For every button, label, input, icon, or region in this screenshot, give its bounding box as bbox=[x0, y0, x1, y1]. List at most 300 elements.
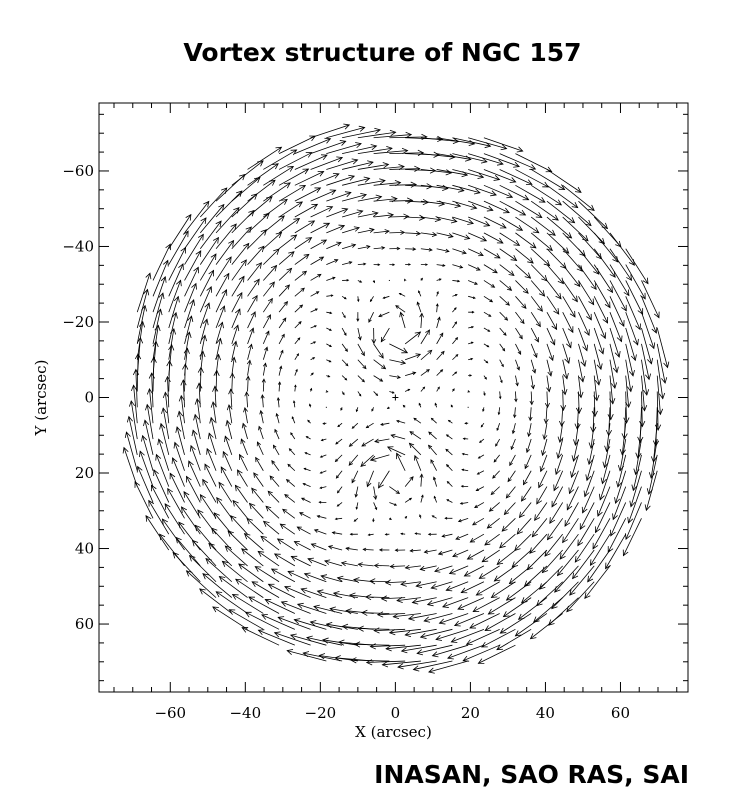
velocity-arrow bbox=[420, 566, 436, 571]
velocity-arrow bbox=[337, 487, 342, 493]
velocity-arrow bbox=[405, 498, 411, 502]
velocity-arrow bbox=[414, 418, 421, 423]
velocity-arrow bbox=[491, 487, 499, 495]
velocity-arrow bbox=[325, 560, 342, 566]
velocity-arrow bbox=[519, 502, 531, 517]
velocity-arrow bbox=[447, 500, 452, 503]
velocity-arrow bbox=[437, 292, 439, 297]
velocity-arrow bbox=[610, 280, 626, 310]
velocity-arrow bbox=[578, 518, 594, 545]
velocity-arrow bbox=[235, 485, 247, 502]
velocity-arrow bbox=[295, 138, 331, 153]
velocity-arrow bbox=[210, 418, 216, 439]
velocity-arrow bbox=[295, 238, 312, 249]
velocity-arrows bbox=[123, 124, 669, 673]
velocity-arrow bbox=[326, 407, 327, 408]
velocity-arrow bbox=[467, 390, 469, 392]
velocity-arrow bbox=[476, 487, 484, 491]
velocity-arrow bbox=[135, 482, 153, 518]
velocity-arrow bbox=[522, 487, 532, 501]
velocity-arrow bbox=[539, 471, 547, 488]
velocity-arrow bbox=[356, 502, 358, 509]
velocity-arrow bbox=[263, 299, 272, 313]
velocity-arrow bbox=[314, 605, 342, 613]
velocity-arrow bbox=[451, 405, 453, 407]
velocity-arrow bbox=[515, 534, 531, 550]
velocity-arrow bbox=[311, 358, 315, 360]
velocity-arrow bbox=[413, 661, 452, 671]
y-tick-label: 20 bbox=[74, 464, 94, 483]
velocity-arrow bbox=[229, 389, 234, 407]
velocity-arrow bbox=[156, 455, 169, 487]
velocity-arrow bbox=[493, 471, 500, 478]
velocity-arrow bbox=[326, 242, 341, 249]
velocity-arrow bbox=[531, 185, 561, 205]
velocity-arrow bbox=[179, 396, 184, 423]
velocity-arrow bbox=[477, 471, 483, 474]
velocity-arrow bbox=[508, 471, 515, 482]
velocity-arrow bbox=[358, 328, 361, 340]
velocity-arrow bbox=[500, 296, 510, 305]
velocity-arrow bbox=[336, 518, 343, 520]
velocity-arrow bbox=[123, 448, 137, 487]
velocity-arrow bbox=[468, 201, 493, 211]
velocity-arrow bbox=[626, 312, 639, 345]
velocity-arrow bbox=[263, 282, 274, 296]
velocity-arrow bbox=[610, 296, 624, 326]
velocity-arrow bbox=[421, 387, 425, 391]
velocity-arrow bbox=[311, 342, 316, 344]
velocity-arrow bbox=[295, 221, 315, 233]
velocity-arrow bbox=[355, 487, 358, 497]
velocity-arrow bbox=[409, 443, 420, 455]
velocity-arrow bbox=[439, 550, 453, 555]
velocity-arrow bbox=[484, 154, 519, 168]
velocity-arrow bbox=[547, 328, 555, 345]
velocity-arrow bbox=[374, 246, 385, 249]
velocity-arrow bbox=[399, 293, 405, 296]
velocity-arrow bbox=[594, 265, 612, 293]
velocity-arrow bbox=[437, 370, 443, 376]
velocity-arrow bbox=[531, 265, 547, 281]
velocity-arrow bbox=[273, 445, 279, 455]
velocity-arrow bbox=[237, 470, 247, 487]
velocity-arrow bbox=[547, 312, 557, 329]
velocity-arrow bbox=[320, 487, 326, 489]
velocity-arrow bbox=[265, 599, 295, 613]
velocity-arrow bbox=[153, 277, 166, 312]
velocity-arrow bbox=[626, 249, 648, 284]
velocity-arrow bbox=[437, 279, 441, 281]
velocity-arrow bbox=[462, 485, 469, 487]
velocity-arrow bbox=[389, 247, 399, 250]
velocity-arrow bbox=[535, 502, 547, 520]
velocity-arrow bbox=[452, 322, 456, 328]
velocity-arrow bbox=[396, 306, 405, 312]
velocity-arrow bbox=[289, 449, 294, 455]
velocity-arrow bbox=[429, 661, 468, 673]
velocity-arrow bbox=[275, 430, 279, 439]
velocity-arrow bbox=[434, 496, 437, 502]
velocity-arrow bbox=[504, 502, 515, 514]
velocity-arrow bbox=[248, 263, 262, 281]
velocity-arrow bbox=[485, 613, 515, 630]
velocity-arrow bbox=[279, 334, 284, 344]
velocity-arrow bbox=[311, 292, 319, 297]
velocity-arrow bbox=[487, 518, 499, 528]
velocity-arrow bbox=[389, 518, 391, 520]
velocity-arrow bbox=[326, 375, 329, 377]
velocity-arrow bbox=[248, 328, 254, 344]
velocity-arrow bbox=[358, 245, 370, 248]
velocity-arrow bbox=[223, 452, 232, 471]
velocity-arrow bbox=[326, 175, 354, 185]
velocity-arrow bbox=[515, 360, 519, 370]
velocity-arrow bbox=[337, 502, 342, 506]
velocity-arrow bbox=[452, 294, 457, 296]
velocity-arrow bbox=[390, 564, 405, 568]
velocity-arrow bbox=[626, 280, 643, 314]
velocity-arrow bbox=[525, 455, 531, 469]
velocity-arrow bbox=[446, 449, 452, 455]
x-tick-label: 0 bbox=[390, 704, 401, 722]
velocity-arrow bbox=[447, 435, 453, 439]
velocity-arrow bbox=[593, 518, 610, 549]
velocity-arrow bbox=[429, 533, 437, 535]
velocity-arrow bbox=[489, 502, 499, 511]
velocity-arrow bbox=[481, 423, 484, 427]
velocity-arrow bbox=[467, 550, 483, 559]
velocity-arrow bbox=[498, 407, 500, 414]
velocity-arrow bbox=[401, 533, 405, 535]
velocity-arrow bbox=[510, 455, 516, 465]
velocity-arrow bbox=[200, 188, 226, 217]
velocity-arrow bbox=[247, 518, 263, 534]
velocity-arrow bbox=[326, 225, 344, 233]
velocity-arrow bbox=[381, 328, 389, 342]
velocity-arrow bbox=[515, 391, 518, 401]
velocity-arrow bbox=[421, 350, 432, 359]
velocity-arrow bbox=[484, 296, 492, 301]
velocity-arrow bbox=[258, 551, 279, 565]
velocity-arrow bbox=[279, 235, 297, 249]
velocity-arrow bbox=[500, 344, 505, 351]
velocity-arrow bbox=[358, 280, 362, 282]
velocity-arrow bbox=[295, 338, 300, 344]
velocity-arrow bbox=[502, 518, 515, 531]
velocity-arrow bbox=[421, 201, 444, 206]
velocity-arrow bbox=[484, 280, 495, 287]
velocity-arrow bbox=[470, 613, 500, 628]
velocity-arrow bbox=[239, 455, 247, 471]
velocity-arrow bbox=[468, 342, 473, 344]
velocity-arrow bbox=[545, 391, 549, 407]
velocity-arrow bbox=[578, 344, 586, 366]
velocity-arrow bbox=[349, 439, 357, 446]
velocity-arrow bbox=[139, 451, 153, 486]
velocity-arrow bbox=[295, 254, 309, 264]
velocity-arrow bbox=[500, 328, 506, 335]
velocity-arrow bbox=[295, 271, 307, 280]
velocity-arrow bbox=[497, 550, 515, 564]
velocity-arrow bbox=[346, 547, 358, 550]
velocity-arrow bbox=[437, 249, 449, 253]
velocity-arrow bbox=[475, 502, 484, 507]
velocity-arrow bbox=[374, 344, 384, 358]
velocity-arrow bbox=[547, 344, 554, 360]
velocity-arrow bbox=[397, 420, 405, 423]
velocity-arrow bbox=[224, 436, 231, 455]
velocity-arrow bbox=[190, 556, 217, 582]
velocity-arrow bbox=[500, 534, 516, 548]
velocity-arrow bbox=[279, 268, 292, 280]
velocity-arrow bbox=[461, 502, 469, 504]
velocity-arrow bbox=[389, 487, 399, 494]
velocity-arrow bbox=[311, 173, 339, 185]
velocity-arrow bbox=[227, 405, 232, 423]
velocity-arrow bbox=[531, 344, 537, 357]
velocity-arrow bbox=[400, 312, 405, 328]
velocity-arrow bbox=[484, 265, 497, 273]
velocity-arrow bbox=[442, 534, 452, 537]
velocity-arrow bbox=[243, 408, 247, 423]
velocity-arrow bbox=[300, 513, 311, 519]
velocity-arrow bbox=[547, 280, 561, 298]
velocity-arrow bbox=[246, 376, 250, 391]
velocity-arrow bbox=[468, 407, 469, 408]
velocity-arrow bbox=[363, 548, 373, 551]
velocity-arrow bbox=[597, 487, 610, 516]
velocity-arrow bbox=[374, 391, 378, 395]
velocity-arrow bbox=[410, 432, 421, 439]
velocity-arrow bbox=[279, 302, 287, 313]
velocity-arrow bbox=[305, 453, 310, 455]
velocity-arrow bbox=[263, 166, 293, 185]
y-axis-label: Y (arcsec) bbox=[32, 359, 50, 436]
velocity-arrow bbox=[420, 474, 423, 486]
velocity-arrow bbox=[342, 144, 376, 153]
velocity-arrow bbox=[185, 316, 193, 344]
velocity-arrow bbox=[185, 284, 197, 313]
velocity-arrow bbox=[310, 389, 312, 392]
velocity-arrow bbox=[484, 233, 503, 243]
velocity-arrow bbox=[630, 471, 642, 507]
velocity-arrow bbox=[437, 169, 468, 176]
velocity-arrow bbox=[515, 201, 541, 217]
velocity-arrow bbox=[143, 420, 153, 455]
velocity-arrow bbox=[379, 312, 389, 317]
velocity-arrow bbox=[608, 391, 613, 419]
velocity-arrow bbox=[482, 550, 499, 562]
velocity-arrow bbox=[371, 455, 390, 461]
velocity-arrow bbox=[500, 360, 504, 367]
velocity-arrow bbox=[374, 628, 405, 633]
velocity-arrow bbox=[330, 607, 358, 614]
velocity-arrow bbox=[552, 582, 579, 609]
velocity-arrow bbox=[153, 293, 164, 328]
y-tick-label: −20 bbox=[62, 312, 94, 331]
velocity-arrow bbox=[291, 634, 327, 645]
velocity-arrow bbox=[610, 265, 629, 296]
velocity-arrow bbox=[424, 550, 436, 553]
velocity-arrow bbox=[484, 249, 500, 258]
velocity-arrow bbox=[236, 579, 264, 597]
velocity-arrow bbox=[480, 439, 484, 442]
velocity-arrow bbox=[326, 390, 328, 392]
velocity-arrow bbox=[311, 544, 326, 550]
velocity-arrow bbox=[200, 254, 216, 280]
velocity-arrow bbox=[279, 285, 289, 296]
velocity-arrow bbox=[389, 360, 405, 365]
velocity-arrow bbox=[543, 423, 547, 439]
velocity-arrow bbox=[283, 509, 295, 518]
velocity-arrow bbox=[287, 480, 295, 487]
velocity-arrow bbox=[320, 471, 326, 474]
velocity-arrow bbox=[125, 432, 137, 471]
velocity-arrow bbox=[531, 201, 558, 220]
velocity-arrow bbox=[261, 395, 264, 407]
velocity-arrow bbox=[452, 389, 454, 391]
velocity-arrow bbox=[263, 363, 266, 375]
velocity-arrow bbox=[389, 280, 390, 281]
velocity-arrow bbox=[332, 532, 342, 535]
velocity-arrow bbox=[326, 344, 331, 347]
velocity-arrow bbox=[181, 507, 200, 534]
velocity-arrow bbox=[309, 404, 311, 407]
velocity-arrow bbox=[342, 261, 352, 264]
velocity-arrow bbox=[575, 534, 594, 562]
velocity-arrow bbox=[398, 661, 437, 669]
velocity-arrow bbox=[452, 233, 469, 240]
velocity-arrow bbox=[421, 278, 423, 280]
velocity-arrow bbox=[370, 296, 373, 301]
velocity-arrow bbox=[389, 391, 394, 393]
velocity-arrow bbox=[555, 455, 562, 474]
velocity-arrow bbox=[350, 533, 357, 535]
velocity-arrow bbox=[527, 423, 531, 436]
velocity-arrow bbox=[374, 360, 386, 369]
velocity-arrow bbox=[500, 169, 532, 184]
velocity-arrow bbox=[315, 529, 327, 534]
velocity-arrow bbox=[500, 185, 529, 199]
velocity-arrow bbox=[342, 360, 348, 366]
velocity-arrow bbox=[357, 312, 359, 321]
velocity-arrow bbox=[452, 169, 483, 178]
velocity-arrow bbox=[468, 233, 486, 241]
velocity-arrow bbox=[499, 391, 501, 398]
velocity-arrow bbox=[405, 264, 410, 266]
velocity-arrow bbox=[421, 248, 432, 251]
velocity-arrow bbox=[578, 217, 604, 244]
velocity-arrow bbox=[358, 563, 373, 567]
velocity-arrow bbox=[350, 593, 374, 598]
velocity-arrow bbox=[266, 506, 279, 518]
velocity-arrow bbox=[311, 140, 346, 153]
velocity-arrow bbox=[513, 407, 516, 417]
x-tick-label: 40 bbox=[535, 704, 555, 722]
velocity-arrow bbox=[329, 546, 342, 550]
velocity-arrow bbox=[468, 265, 480, 271]
velocity-arrow bbox=[563, 344, 570, 363]
velocity-arrow bbox=[275, 554, 295, 566]
velocity-arrow bbox=[326, 126, 364, 138]
velocity-arrow bbox=[352, 471, 358, 483]
velocity-arrow bbox=[336, 439, 342, 444]
velocity-arrow bbox=[372, 407, 374, 411]
velocity-arrow bbox=[389, 166, 419, 171]
velocity-arrow bbox=[405, 389, 409, 391]
velocity-arrow bbox=[260, 411, 264, 423]
velocity-arrow bbox=[415, 533, 421, 535]
velocity-arrow bbox=[279, 252, 294, 265]
velocity-arrow bbox=[552, 487, 563, 507]
velocity-arrow bbox=[137, 467, 153, 503]
velocity-arrow bbox=[431, 460, 437, 471]
velocity-arrow bbox=[393, 613, 421, 618]
y-tick-label: −40 bbox=[62, 237, 94, 256]
velocity-arrow bbox=[294, 542, 310, 550]
velocity-arrow bbox=[317, 515, 326, 518]
velocity-arrow bbox=[452, 338, 457, 344]
velocity-arrow bbox=[327, 622, 358, 629]
velocity-arrow bbox=[207, 449, 216, 471]
velocity-arrow bbox=[303, 483, 310, 486]
velocity-arrow bbox=[537, 487, 547, 504]
velocity-arrow bbox=[270, 476, 279, 487]
velocity-arrow bbox=[375, 564, 390, 568]
velocity-arrow bbox=[410, 549, 421, 552]
velocity-arrow bbox=[288, 464, 295, 470]
velocity-arrow bbox=[323, 423, 326, 425]
velocity-arrow bbox=[429, 445, 437, 455]
velocity-arrow bbox=[326, 328, 331, 330]
velocity-arrow bbox=[321, 455, 327, 457]
velocity-arrow bbox=[416, 582, 436, 588]
velocity-arrow bbox=[484, 344, 489, 347]
velocity-arrow bbox=[174, 442, 185, 470]
velocity-arrow bbox=[374, 229, 389, 233]
velocity-arrow bbox=[158, 439, 169, 471]
velocity-arrow bbox=[250, 503, 264, 518]
velocity-arrow bbox=[342, 128, 380, 137]
velocity-arrow bbox=[405, 248, 415, 251]
velocity-arrow bbox=[610, 312, 622, 341]
velocity-arrow bbox=[420, 313, 424, 328]
velocity-arrow bbox=[601, 455, 610, 484]
velocity-arrow bbox=[231, 357, 236, 375]
velocity-arrow bbox=[531, 280, 544, 296]
velocity-arrow bbox=[163, 392, 169, 423]
velocity-arrow bbox=[523, 471, 531, 485]
velocity-arrow bbox=[259, 426, 264, 439]
velocity-arrow bbox=[517, 518, 531, 534]
velocity-arrow bbox=[421, 370, 429, 376]
velocity-arrow bbox=[279, 350, 283, 359]
velocity-arrow bbox=[278, 539, 295, 550]
velocity-arrow bbox=[169, 313, 178, 344]
velocity-arrow bbox=[241, 439, 248, 455]
y-tick-label: −60 bbox=[62, 161, 94, 180]
velocity-arrow bbox=[405, 231, 420, 235]
velocity-arrow bbox=[326, 277, 335, 280]
velocity-arrow bbox=[172, 458, 184, 487]
velocity-arrow bbox=[390, 629, 421, 635]
velocity-arrow bbox=[389, 264, 394, 266]
velocity-arrow bbox=[186, 571, 216, 598]
velocity-arrow bbox=[341, 407, 343, 410]
velocity-arrow bbox=[248, 279, 260, 296]
y-tick-label: 60 bbox=[74, 615, 94, 634]
